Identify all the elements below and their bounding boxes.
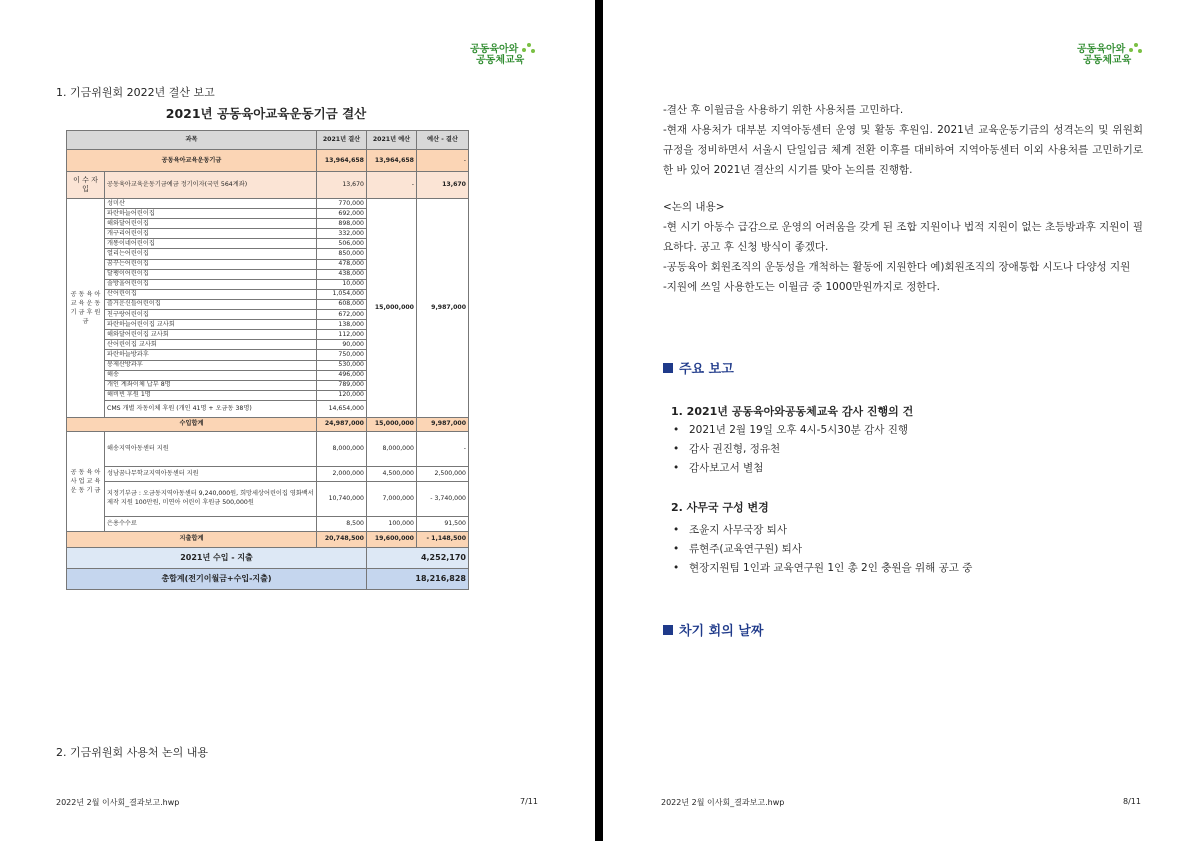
support-row-label: 개인 계좌이체 납부 8명 [105, 380, 317, 390]
expense-row-v3: 2,500,000 [417, 466, 469, 481]
expense-total-v1: 20,748,500 [317, 531, 367, 547]
support-row-label: 친구랑어린이집 [105, 310, 317, 320]
support-row-label: 달팽이어린이집 [105, 269, 317, 279]
interest-v1: 13,670 [317, 172, 367, 199]
expense-row-v1: 8,000,000 [317, 431, 367, 466]
support-row-value: 789,000 [317, 380, 367, 390]
expense-row-v3: - 3,740,000 [417, 481, 469, 516]
logo-text-line1: 공동육아와 [1077, 44, 1126, 55]
support-row-value: 438,000 [317, 269, 367, 279]
logo-text-line2: 공동체교육 [1083, 55, 1132, 66]
list-item: • 현장지원팀 1인과 교육연구원 1인 총 2인 충원을 위해 공고 중 [671, 559, 972, 578]
square-bullet-icon [663, 625, 673, 635]
expense-row-label: 해송지역아동센터 지원 [105, 431, 317, 466]
org-logo [1077, 44, 1131, 66]
support-row-label: 파란하늘어린이집 [105, 209, 317, 219]
support-row-value: 898,000 [317, 219, 367, 229]
list-item: • 2021년 2월 19일 오후 4시-5시30분 감사 진행 [671, 421, 908, 440]
org-logo [470, 44, 524, 66]
support-row-label: 봉제산방과후 [105, 360, 317, 370]
support-row-value: 608,000 [317, 299, 367, 309]
support-row-label: 꿈꾸는어린이집 [105, 259, 317, 269]
footer-filename: 2022년 2월 이사회_결과보고.hwp [56, 798, 180, 807]
col-header-2021-budget: 2021년 예산 [367, 131, 417, 150]
expense-row-v2: 4,500,000 [367, 466, 417, 481]
list-item: • 류현주(교육연구원) 퇴사 [671, 540, 972, 559]
table-row [67, 481, 469, 516]
discussion-line-3: -지원에 쓰일 사용한도는 이월금 중 1000만원까지로 정한다. [663, 281, 941, 293]
interest-label: 공동육아교육운동기금예금 정기이자(국민 564계좌) [105, 172, 317, 199]
staff-subheading: 2. 사무국 구성 변경 [671, 501, 769, 514]
discussion-line-2: -공동육아 회원조직의 운동성을 개척하는 활동에 지원한다 예)회원조직의 장애통합 시도나 다양성 지원 [663, 261, 1131, 273]
support-row-value: 10,000 [317, 279, 367, 289]
main-report-heading-text: 주요 보고 [679, 362, 734, 377]
support-row-value: 120,000 [317, 390, 367, 400]
net-row-value: 4,252,170 [367, 547, 469, 568]
expense-row-v1: 8,500 [317, 516, 367, 531]
footer-page-number: 8/11 [1123, 797, 1141, 806]
support-row-value: 672,000 [317, 310, 367, 320]
section1-title: 1. 기금위원회 2022년 결산 보고 [56, 86, 215, 99]
support-row-value: 530,000 [317, 360, 367, 370]
next-meeting-heading-text: 차기 회의 날짜 [679, 624, 764, 639]
support-row-value: 138,000 [317, 320, 367, 330]
expense-row-label: 지정기부금 : 오금동지역아동센터 9,240,000원, 희망세상어린이집 영화백서 제작 지원 100만원, 미연아 어린이 후원금 500,000원 [105, 481, 317, 516]
expense-row-v2: 100,000 [367, 516, 417, 531]
list-item: • 감사 권진형, 정유천 [671, 440, 908, 459]
footer-page-number: 7/11 [520, 797, 538, 806]
discussion-paragraph [663, 197, 1143, 297]
expense-total-label: 지출합계 [67, 531, 317, 547]
cms-row-label: CMS 개별 자동이체 후원 (개인 41명 + 오금동 38명) [105, 400, 317, 417]
expense-row-v1: 2,000,000 [317, 466, 367, 481]
expense-row-v2: 7,000,000 [367, 481, 417, 516]
income-total-v2: 15,000,000 [367, 417, 417, 431]
interest-v2: - [367, 172, 417, 199]
document-page-7 [0, 0, 595, 841]
usage-paragraph [663, 100, 1143, 180]
expense-row-v3: - [417, 431, 469, 466]
support-row-label: 해송 [105, 370, 317, 380]
support-row-label: 솔방울어린이집 [105, 279, 317, 289]
net-row-label: 2021년 수입 - 지출 [67, 547, 367, 568]
section2-title: 2. 기금위원회 사용처 논의 내용 [56, 746, 208, 759]
income-total-v1: 24,987,000 [317, 417, 367, 431]
logo-dots-icon [1129, 42, 1143, 56]
support-row-label: 파란하늘어린이집 교사회 [105, 320, 317, 330]
support-row-value: 1,054,000 [317, 289, 367, 299]
support-row-label: 열리는어린이집 [105, 249, 317, 259]
support-row-label: 파란하늘방과후 [105, 350, 317, 360]
support-row-label: 해와달어린이집 [105, 219, 317, 229]
support-row-value: 750,000 [317, 350, 367, 360]
fund-settlement-table [66, 130, 469, 590]
cms-row-value: 14,654,000 [317, 400, 367, 417]
grand-total-value: 18,216,828 [367, 568, 469, 589]
fund-row-v1: 13,964,658 [317, 150, 367, 172]
list-item: • 감사보고서 별첨 [671, 459, 908, 478]
audit-subheading: 1. 2021년 공동육아와공동체교육 감사 진행의 건 [671, 405, 914, 418]
fund-row-v2: 13,964,658 [367, 150, 417, 172]
support-row-label: 해비빈 후원 1명 [105, 390, 317, 400]
expense-category: 공 동 육 아 사 업 교 육 운 동 기 금 [67, 431, 105, 531]
support-diff: 9,987,000 [417, 199, 469, 418]
support-row-label: 개똥이네어린이집 [105, 239, 317, 249]
col-header-diff: 예산 - 결산 [417, 131, 469, 150]
discussion-line-1: -현 시기 아동수 급감으로 운영의 어려움을 갖게 된 조합 지원이나 법적 지원이 없는 초등방과후 지원이 필요하다. 공고 후 신청 방식이 좋겠다. [663, 221, 1143, 253]
expense-total-v3: - 1,148,500 [417, 531, 469, 547]
document-page-8 [603, 0, 1200, 841]
audit-list [671, 421, 908, 478]
support-row-label: 즐거운신들어린이집 [105, 299, 317, 309]
support-row-label: 성미산 [105, 199, 317, 209]
usage-line-1: -결산 후 이월금을 사용하기 위한 사용처를 고민하다. [663, 104, 904, 116]
staff-list [671, 521, 972, 578]
interest-category: 이 수 자 입 [67, 172, 105, 199]
income-total-v3: 9,987,000 [417, 417, 469, 431]
support-row-label: 산어린이집 교사회 [105, 340, 317, 350]
expense-row-v2: 8,000,000 [367, 431, 417, 466]
support-row-value: 496,000 [317, 370, 367, 380]
support-row-label: 개구리어린이집 [105, 229, 317, 239]
fund-row-label: 공동육아교육운동기금 [67, 150, 317, 172]
main-report-heading [663, 358, 734, 377]
support-row-value: 692,000 [317, 209, 367, 219]
square-bullet-icon [663, 363, 673, 373]
col-header-subject: 과목 [67, 131, 317, 150]
footer-filename: 2022년 2월 이사회_결과보고.hwp [661, 798, 785, 807]
logo-text-line1: 공동육아와 [470, 44, 519, 55]
table-row [67, 199, 469, 209]
usage-line-2: -현재 사용처가 대부분 지역아동센터 운영 및 활동 후원임. 2021년 교육운동기금의 성격논의 및 위원회 규정을 정비하면서 서울시 단일임금 체계 전환 이후를 대비하여 지역아동센터 이외 사용처를 고민하기로 한 바 있어 2021년 결산의 시기를 맞아 논의를 진행함. [663, 124, 1143, 176]
next-meeting-heading [663, 620, 763, 639]
income-total-label: 수입합계 [67, 417, 317, 431]
table-title: 2021년 공동육아교육운동기금 결산 [165, 106, 367, 121]
expense-row-v3: 91,500 [417, 516, 469, 531]
expense-row-label: 성남꿈나무학교지역아동센터 지원 [105, 466, 317, 481]
table-row [67, 466, 469, 481]
support-row-value: 90,000 [317, 340, 367, 350]
expense-row-v1: 10,740,000 [317, 481, 367, 516]
page-divider [595, 0, 603, 841]
expense-row-label: 은용수수료 [105, 516, 317, 531]
logo-dots-icon [522, 42, 536, 56]
support-row-value: 506,000 [317, 239, 367, 249]
discussion-heading: <논의 내용> [663, 201, 725, 213]
fund-row-v3: - [417, 150, 469, 172]
table-row [67, 516, 469, 531]
support-row-value: 850,000 [317, 249, 367, 259]
list-item: • 조윤지 사무국장 퇴사 [671, 521, 972, 540]
support-row-label: 해와달어린이집 교사회 [105, 330, 317, 340]
support-row-label: 산어린이집 [105, 289, 317, 299]
support-row-value: 478,000 [317, 259, 367, 269]
support-budget: 15,000,000 [367, 199, 417, 418]
logo-text-line2: 공동체교육 [476, 55, 525, 66]
support-category: 공 동 육 아 교 육 운 동 기 금 후 원 금 [67, 199, 105, 418]
support-row-value: 112,000 [317, 330, 367, 340]
support-row-value: 332,000 [317, 229, 367, 239]
expense-total-v2: 19,600,000 [367, 531, 417, 547]
col-header-2021-actual: 2021년 결산 [317, 131, 367, 150]
table-row [67, 431, 469, 466]
support-row-value: 770,000 [317, 199, 367, 209]
grand-total-label: 총합계(전기이월금+수입-지출) [67, 568, 367, 589]
interest-v3: 13,670 [417, 172, 469, 199]
